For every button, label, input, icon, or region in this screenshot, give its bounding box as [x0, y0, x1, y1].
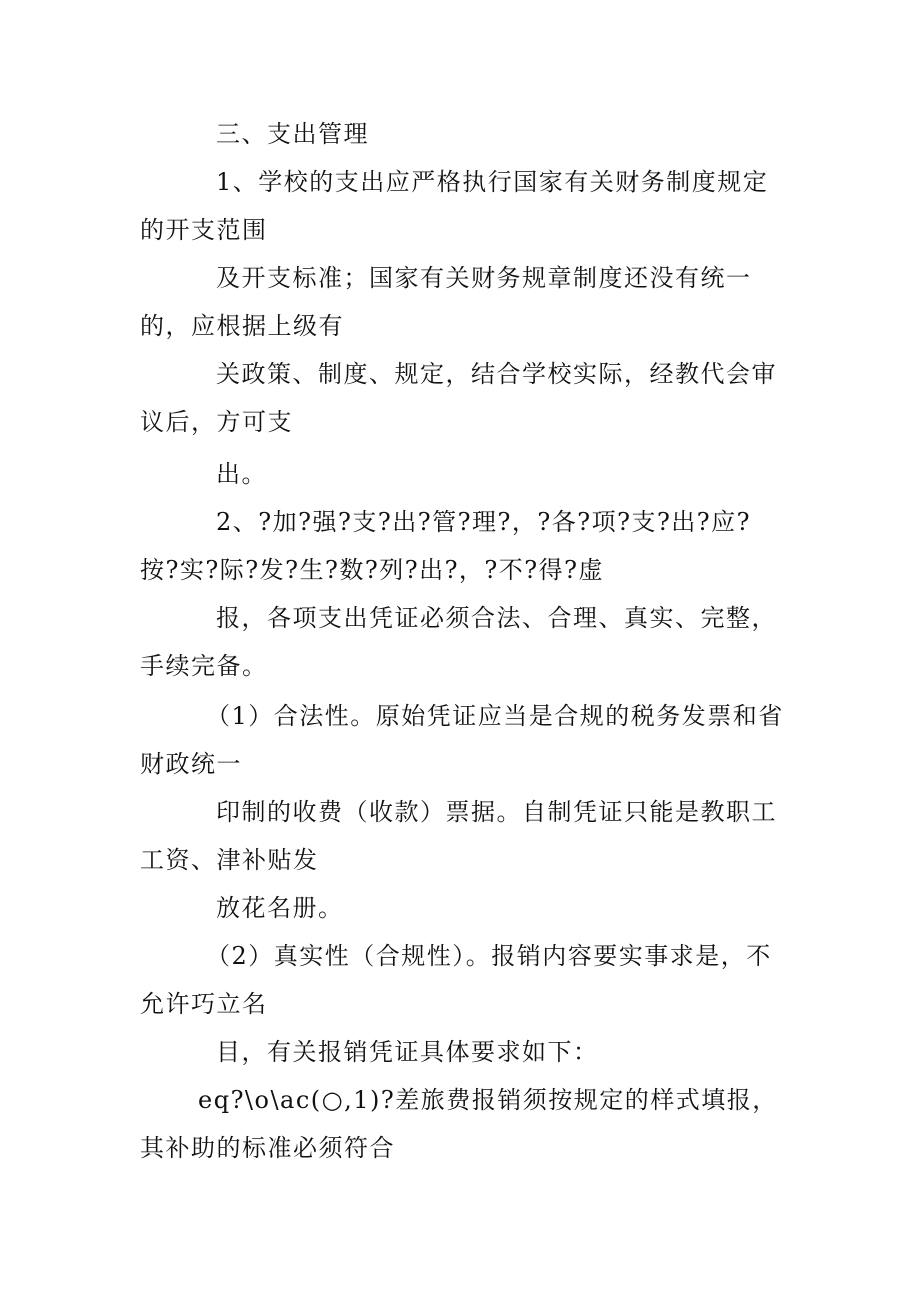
paragraph-8: 印制的收费（收款）票据。自制凭证只能是教职工工资、津补贴发 [140, 798, 777, 874]
paragraph-9: 放花名册。 [216, 894, 344, 922]
section-heading: 三、支出管理 [216, 120, 369, 148]
paragraph-3: 关政策、制度、规定，结合学校实际，经教代会审议后，方可支 [140, 360, 777, 436]
paragraph-11: 目，有关报销凭证具体要求如下： [216, 1038, 599, 1066]
paragraph-5: 2、?加?强?支?出?管?理?，?各?项?支?出?应?按?实?际?发?生?数?列?出?，?不?得?虚 [140, 508, 752, 584]
paragraph-7: （1）合法性。原始凭证应当是合规的税务发票和省财政统一 [140, 702, 784, 778]
paragraph-6: 报，各项支出凭证必须合法、合理、真实、完整，手续完备。 [140, 604, 777, 680]
paragraph-1: 1、学校的支出应严格执行国家有关财务制度规定的开支范围 [140, 168, 769, 244]
paragraph-12: eq?\o\ac(○,1)?差旅费报销须按规定的样式填报，其补助的标准必须符合 [140, 1086, 778, 1162]
paragraph-4: 出。 [216, 460, 267, 488]
paragraph-10: （2）真实性（合规性）。报销内容要实事求是，不允许巧立名 [140, 942, 772, 1018]
paragraph-2: 及开支标准；国家有关财务规章制度还没有统一的，应根据上级有 [140, 264, 752, 340]
